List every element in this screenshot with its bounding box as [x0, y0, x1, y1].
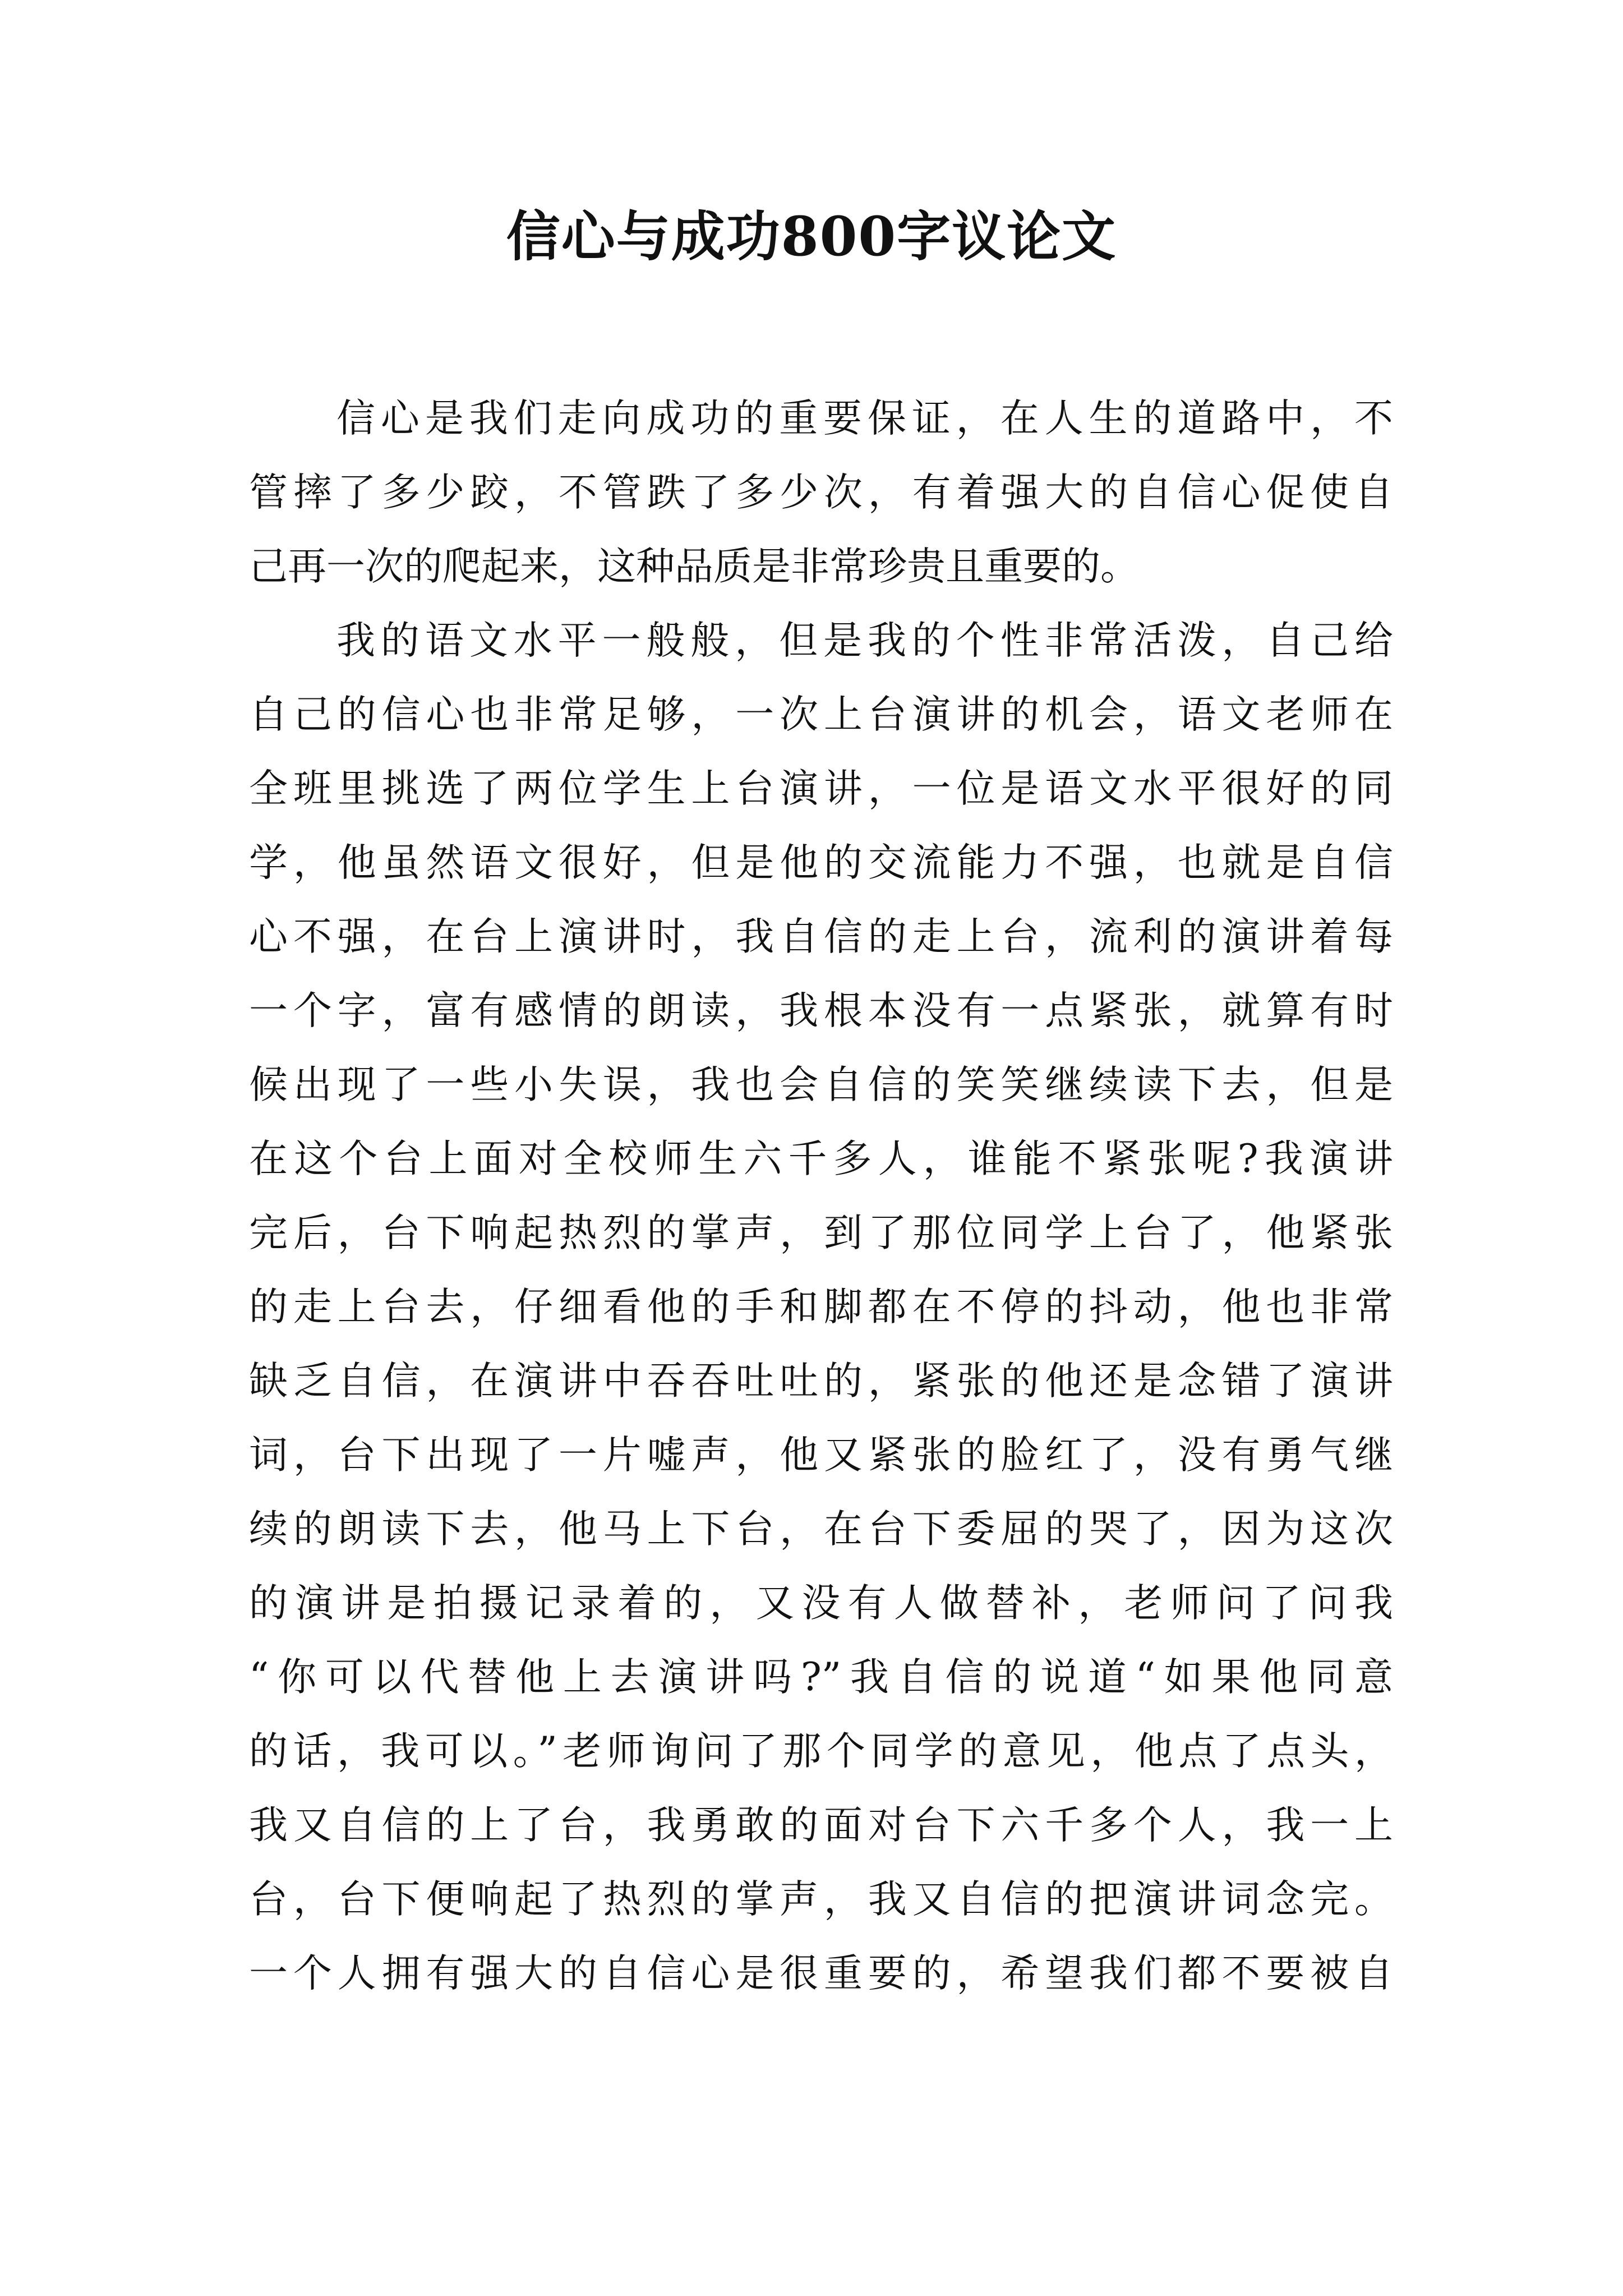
text-line: 台，台下便响起了热烈的掌声，我又自信的把演讲词念完。 — [249, 1877, 1393, 1922]
text-line: “你可以代替他上去演讲吗?”我自信的说道“如果他同意 — [249, 1655, 1393, 1700]
text-line: 学，他虽然语文很好，但是他的交流能力不强，也就是自信 — [249, 840, 1393, 885]
text-line: 我的语文水平一般般，但是我的个性非常活泼，自己给 — [336, 618, 1393, 663]
text-line: 的话，我可以。”老师询问了那个同学的意见，他点了点头， — [249, 1729, 1393, 1774]
text-line: 完后，台下响起热烈的掌声，到了那位同学上台了，他紧张 — [249, 1211, 1393, 1255]
text-line: 在这个台上面对全校师生六千多人，谁能不紧张呢?我演讲 — [249, 1137, 1393, 1181]
text-line: 我又自信的上了台，我勇敢的面对台下六千多个人，我一上 — [249, 1803, 1393, 1848]
text-line: 一个人拥有强大的自信心是很重要的，希望我们都不要被自 — [249, 1951, 1393, 1996]
text-line: 一个字，富有感情的朗读，我根本没有一点紧张，就算有时 — [249, 988, 1393, 1033]
text-line: 管摔了多少跤，不管跌了多少次，有着强大的自信心促使自 — [249, 470, 1393, 515]
text-line: 词，台下出现了一片嘘声，他又紧张的脸红了，没有勇气继 — [249, 1433, 1393, 1478]
text-line: 候出现了一些小失误，我也会自信的笑笑继续读下去，但是 — [249, 1062, 1393, 1107]
text-line: 全班里挑选了两位学生上台演讲，一位是语文水平很好的同 — [249, 766, 1393, 811]
text-line: 己再一次的爬起来，这种品质是非常珍贵且重要的。 — [249, 544, 1139, 589]
text-line: 缺乏自信，在演讲中吞吞吐吐的，紧张的他还是念错了演讲 — [249, 1359, 1393, 1404]
text-line: 的演讲是拍摄记录着的，又没有人做替补，老师问了问我 — [249, 1581, 1393, 1626]
text-line: 心不强，在台上演讲时，我自信的走上台，流利的演讲着每 — [249, 914, 1393, 959]
text-line: 信心是我们走向成功的重要保证，在人生的道路中，不 — [336, 396, 1393, 441]
text-line: 续的朗读下去，他马上下台，在台下委屈的哭了，因为这次 — [249, 1507, 1393, 1552]
text-line: 自己的信心也非常足够，一次上台演讲的机会，语文老师在 — [249, 692, 1393, 737]
document-title: 信心与成功800字议论文 — [506, 205, 1117, 268]
text-line: 的走上台去，仔细看他的手和脚都在不停的抖动，他也非常 — [249, 1285, 1393, 1329]
